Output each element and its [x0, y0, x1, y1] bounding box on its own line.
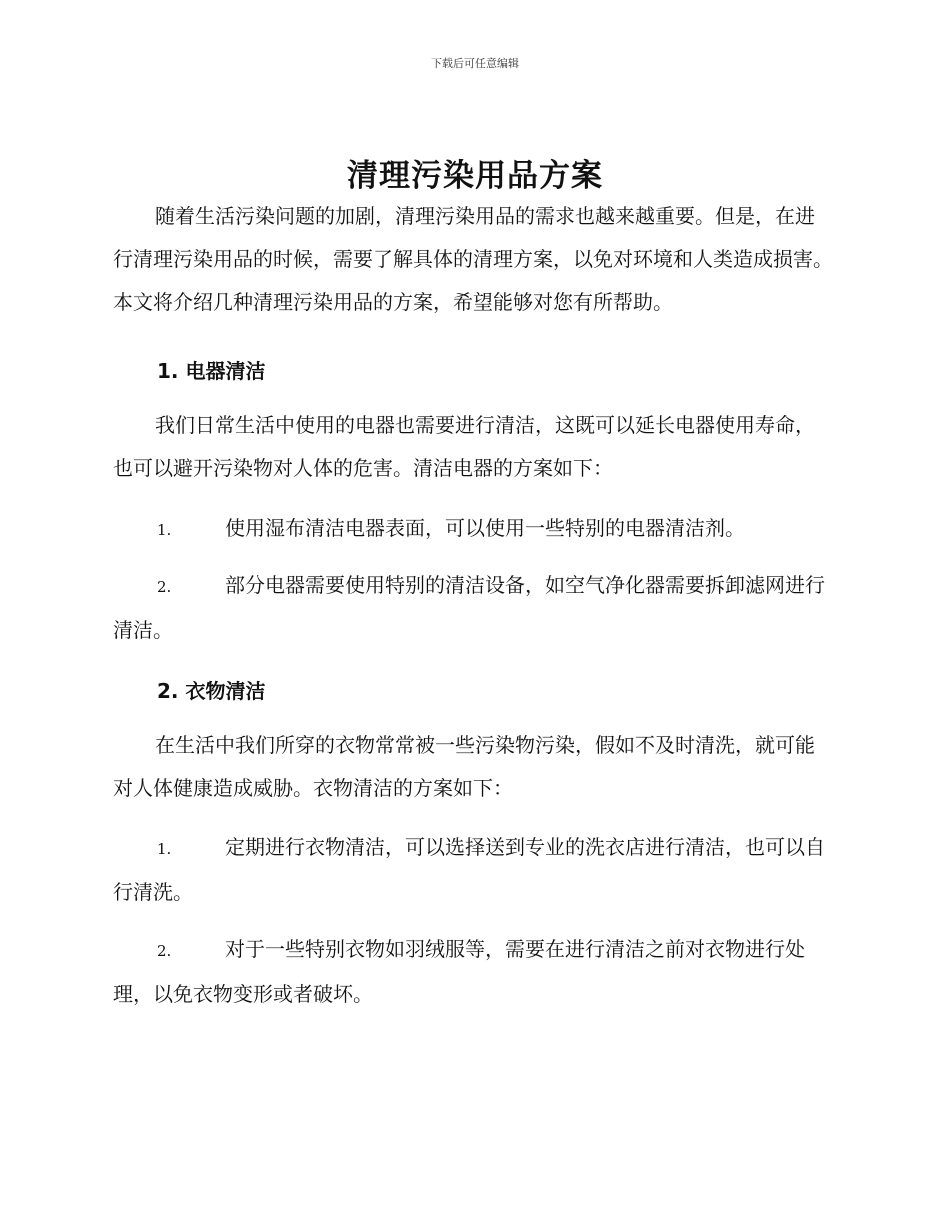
list-text: 使用湿布清洁电器表面，可以使用一些特别的电器清洁剂。 — [225, 516, 745, 540]
intro-paragraph — [113, 195, 833, 324]
list-number: 1. — [157, 840, 172, 858]
intro-text: 随着生活污染问题的加剧，清理污染用品的需求也越来越重要。但是，在进行清理污染用品的时候，需要了解具体的清理方案，以免对环境和人类造成损害。本文将介绍几种清理污染用品的方案，希望能够对您有所帮助。 — [113, 204, 833, 314]
list-item-appliances-2 — [113, 564, 833, 652]
section-heading-appliances: 1. 电器清洁 — [157, 359, 266, 383]
list-text: 部分电器需要使用特别的清洁设备，如空气净化器需要拆卸滤网进行清洁。 — [113, 573, 825, 642]
section-heading-clothes: 2. 衣物清洁 — [157, 679, 266, 703]
list-item-clothes-1 — [113, 826, 833, 914]
list-text: 对于一些特别衣物如羽绒服等，需要在进行清洁之前对衣物进行处理，以免衣物变形或者破坏。 — [113, 937, 805, 1006]
list-number: 1. — [157, 521, 172, 539]
list-number: 2. — [157, 578, 172, 596]
list-item-clothes-2 — [113, 928, 833, 1016]
list-item-appliances-1 — [113, 507, 833, 552]
header-note: 下载后可任意编辑 — [431, 57, 519, 70]
list-number: 2. — [157, 942, 172, 960]
section-paragraph-appliances — [113, 404, 833, 490]
list-text: 定期进行衣物清洁，可以选择送到专业的洗衣店进行清洁，也可以自行清洗。 — [113, 835, 825, 904]
document-title: 清理污染用品方案 — [347, 158, 603, 194]
section-paragraph-clothes — [113, 724, 833, 810]
section-text: 在生活中我们所穿的衣物常常被一些污染物污染，假如不及时清洗，就可能对人体健康造成威胁。衣物清洁的方案如下： — [113, 733, 815, 800]
section-text: 我们日常生活中使用的电器也需要进行清洁，这既可以延长电器使用寿命，也可以避开污染物对人体的危害。清洁电器的方案如下： — [113, 413, 815, 480]
